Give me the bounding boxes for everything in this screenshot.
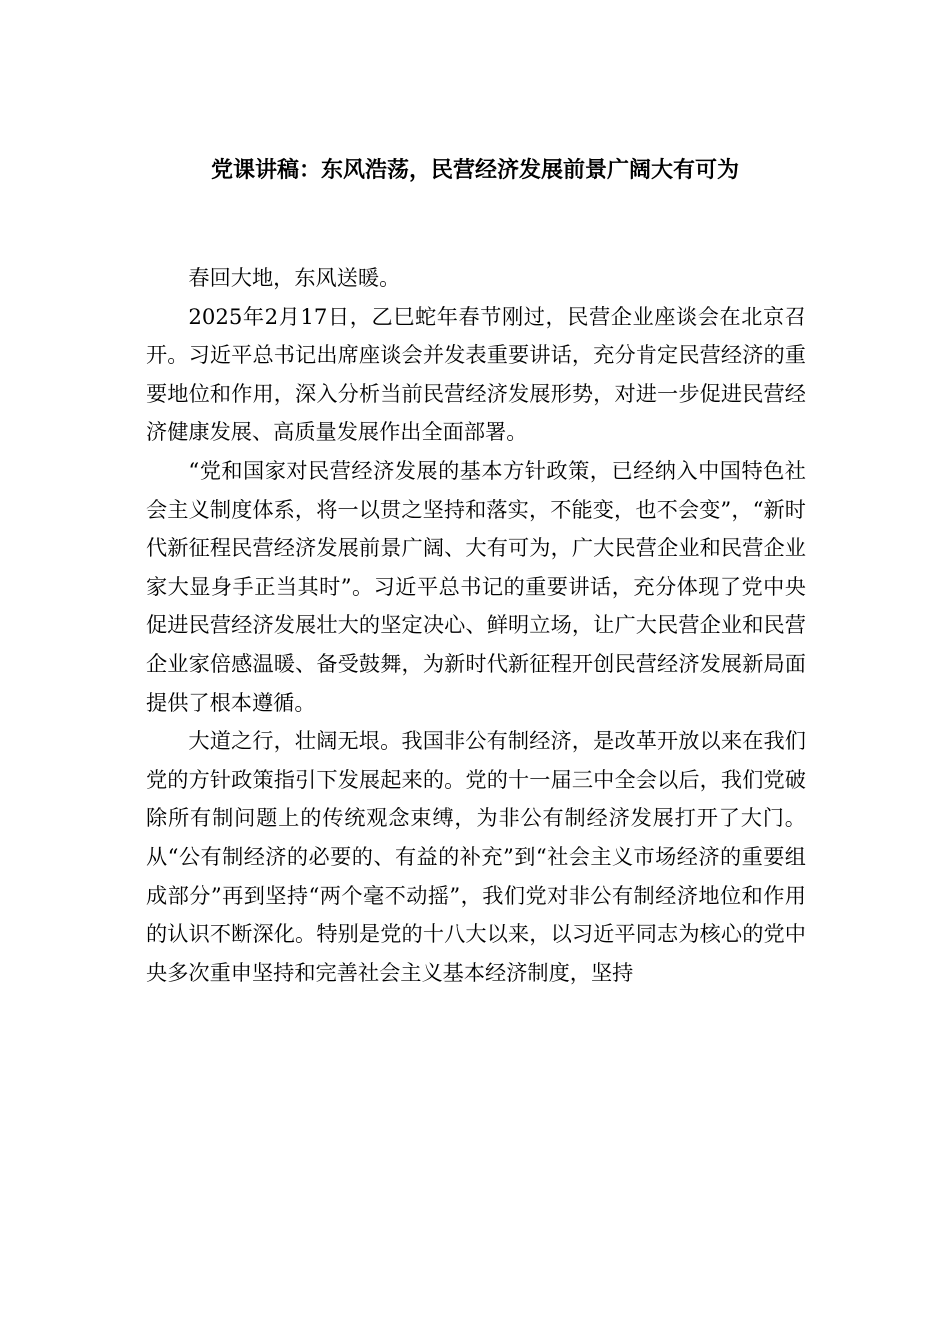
paragraph: 春回大地，东风送暖。 [188,265,401,290]
paragraph: 大道之行，壮阔无垠。我国非公有制经济，是改革开放以来在我们党的方针政策指引下发展起来的。党的十一届三中全会以后，我们党破除所有制问题上的传统观念束缚，为非公有制经济发展打开了大门。从“公有制经济的必要的、有益的补充”到“社会主义市场经济的重要组成部分”再到坚持“两个毫不动摇”，我们党对非公有制经济地位和作用的认识不断深化。特别是党的十八大以来，以习近平同志为核心的党中央多次重申坚持和完善社会主义基本经济制度，坚持 [146,728,806,985]
paragraph: “党和国家对民营经济发展的基本方针政策，已经纳入中国特色社会主义制度体系，将一以贯之坚持和落实，不能变，也不会变”，“新时代新征程民营经济发展前景广阔、大有可为，广大民营企业和民营企业家大显身手正当其时”。习近平总书记的重要讲话，充分体现了党中央促进民营经济发展壮大的坚定决心、鲜明立场，让广大民营企业和民营企业家倍感温暖、备受鼓舞，为新时代新征程开创民营经济发展新局面提供了根本遵循。 [146,457,806,715]
paragraph: 2025年2月17日，乙巳蛇年春节刚过，民营企业座谈会在北京召开。习近平总书记出席座谈会并发表重要讲话，充分肯定民营经济的重要地位和作用，深入分析当前民营经济发展形势，对进一步促进民营经济健康发展、高质量发展作出全面部署。 [146,303,806,445]
document-body [146,259,806,992]
document-title: 党课讲稿：东风浩荡，民营经济发展前景广阔大有可为 [210,157,739,183]
